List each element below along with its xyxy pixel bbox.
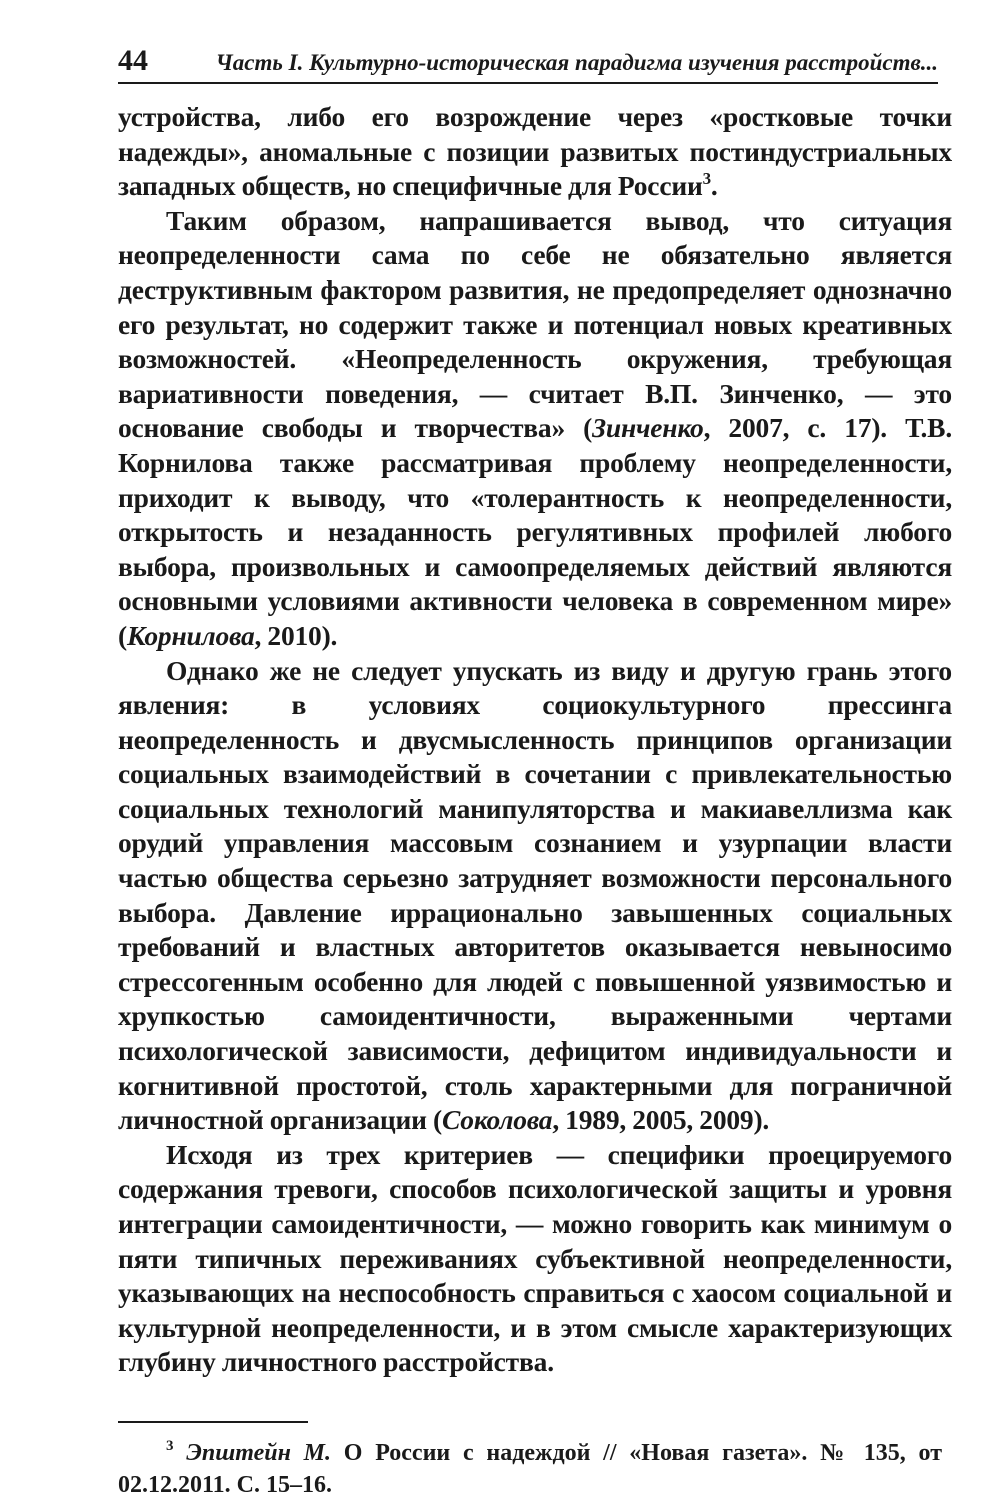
paragraph-4: [118, 1138, 952, 1380]
footnote-author: Эпштейн М.: [186, 1439, 332, 1466]
paragraph-text: устройства, либо его возрождение через «ростковые точки надежды», аномальные с позиции развитых постиндустриальных западных обществ, но специфичные для России: [118, 101, 952, 202]
citation-author: Корнилова: [126, 619, 255, 651]
footnote-marker: 3: [166, 1437, 174, 1454]
page-number: 44: [118, 44, 148, 77]
body-text: [118, 100, 952, 1380]
paragraph-text: .: [710, 170, 718, 202]
paragraph-1: [118, 100, 952, 204]
paragraph-text: , 2007, с. 17). Т.В. Корнилова также рассматривая проблему неопределенности, приходит к выводу, что «толерантность к неопределенности, открытость и незаданность регулятивных профилей любого выбора, произвольных и самоопределяемых действий являются основными условиями активности человека в современном мире» (: [118, 412, 952, 651]
running-title: Часть I. Культурно-историческая парадигма изучения расстройств...: [215, 50, 938, 75]
paragraph-text: Исходя из трех критериев — специфики проецируемого содержания тревоги, способов психологической защиты и уровня интеграции самоидентичности, — можно говорить как минимум о пяти типичных переживаниях субъективной неопределенности, указывающих на неспособность справиться с хаосом социальной и культурной неопределенности, и в этом смысле характеризующих глубину личностного расстройства.: [118, 1138, 952, 1378]
paragraph-text: , 1989, 2005, 2009).: [552, 1104, 770, 1136]
paragraph-text: , 2010).: [254, 619, 338, 651]
citation-author: Зинченко: [592, 412, 704, 444]
paragraph-3: [118, 654, 952, 1138]
footnote-divider: [118, 1421, 308, 1423]
footnote-text: О России с надеждой // «Новая газета». № 135, от 02.12.2011. С. 15–16.: [118, 1439, 942, 1498]
footnote-ref: 3: [702, 169, 711, 189]
citation-author: Соколова: [441, 1104, 553, 1136]
footnote: [118, 1437, 942, 1501]
paragraph-text: Однако же не следует упускать из виду и другую грань этого явления: в условиях социокультурного прессинга неопределенность и двусмысленность принципов организации социальных взаимодействий в сочетании с привлекательностью социальных технологий манипуляторства и макиавеллизма как орудий управления массовым сознанием и узурпации власти частью общества серьезно затрудняет возможности персонального выбора. Давление иррационально завышенных социальных требований и властных авторитетов оказывается невыносимо стрессогенным особенно для людей с повышенной уязвимостью и хрупкостью самоидентичности, выраженными чертами психологической зависимости, дефицитом индивидуальности и когнитивной простотой, столь характерными для пограничной личностной организации (: [118, 654, 952, 1136]
paragraph-2: [118, 204, 952, 654]
paragraph-text: Таким образом, напрашивается вывод, что ситуация неопределенности сама по себе не обязательно является деструктивным фактором развития, не предопределяет однозначно его результат, но содержит также и потенциал новых креативных возможностей. «Неопределенность окружения, требующая вариативности поведения, — считает В.П. Зинченко, — это основание свободы и творчества» (: [118, 204, 952, 444]
running-head: [118, 44, 938, 84]
